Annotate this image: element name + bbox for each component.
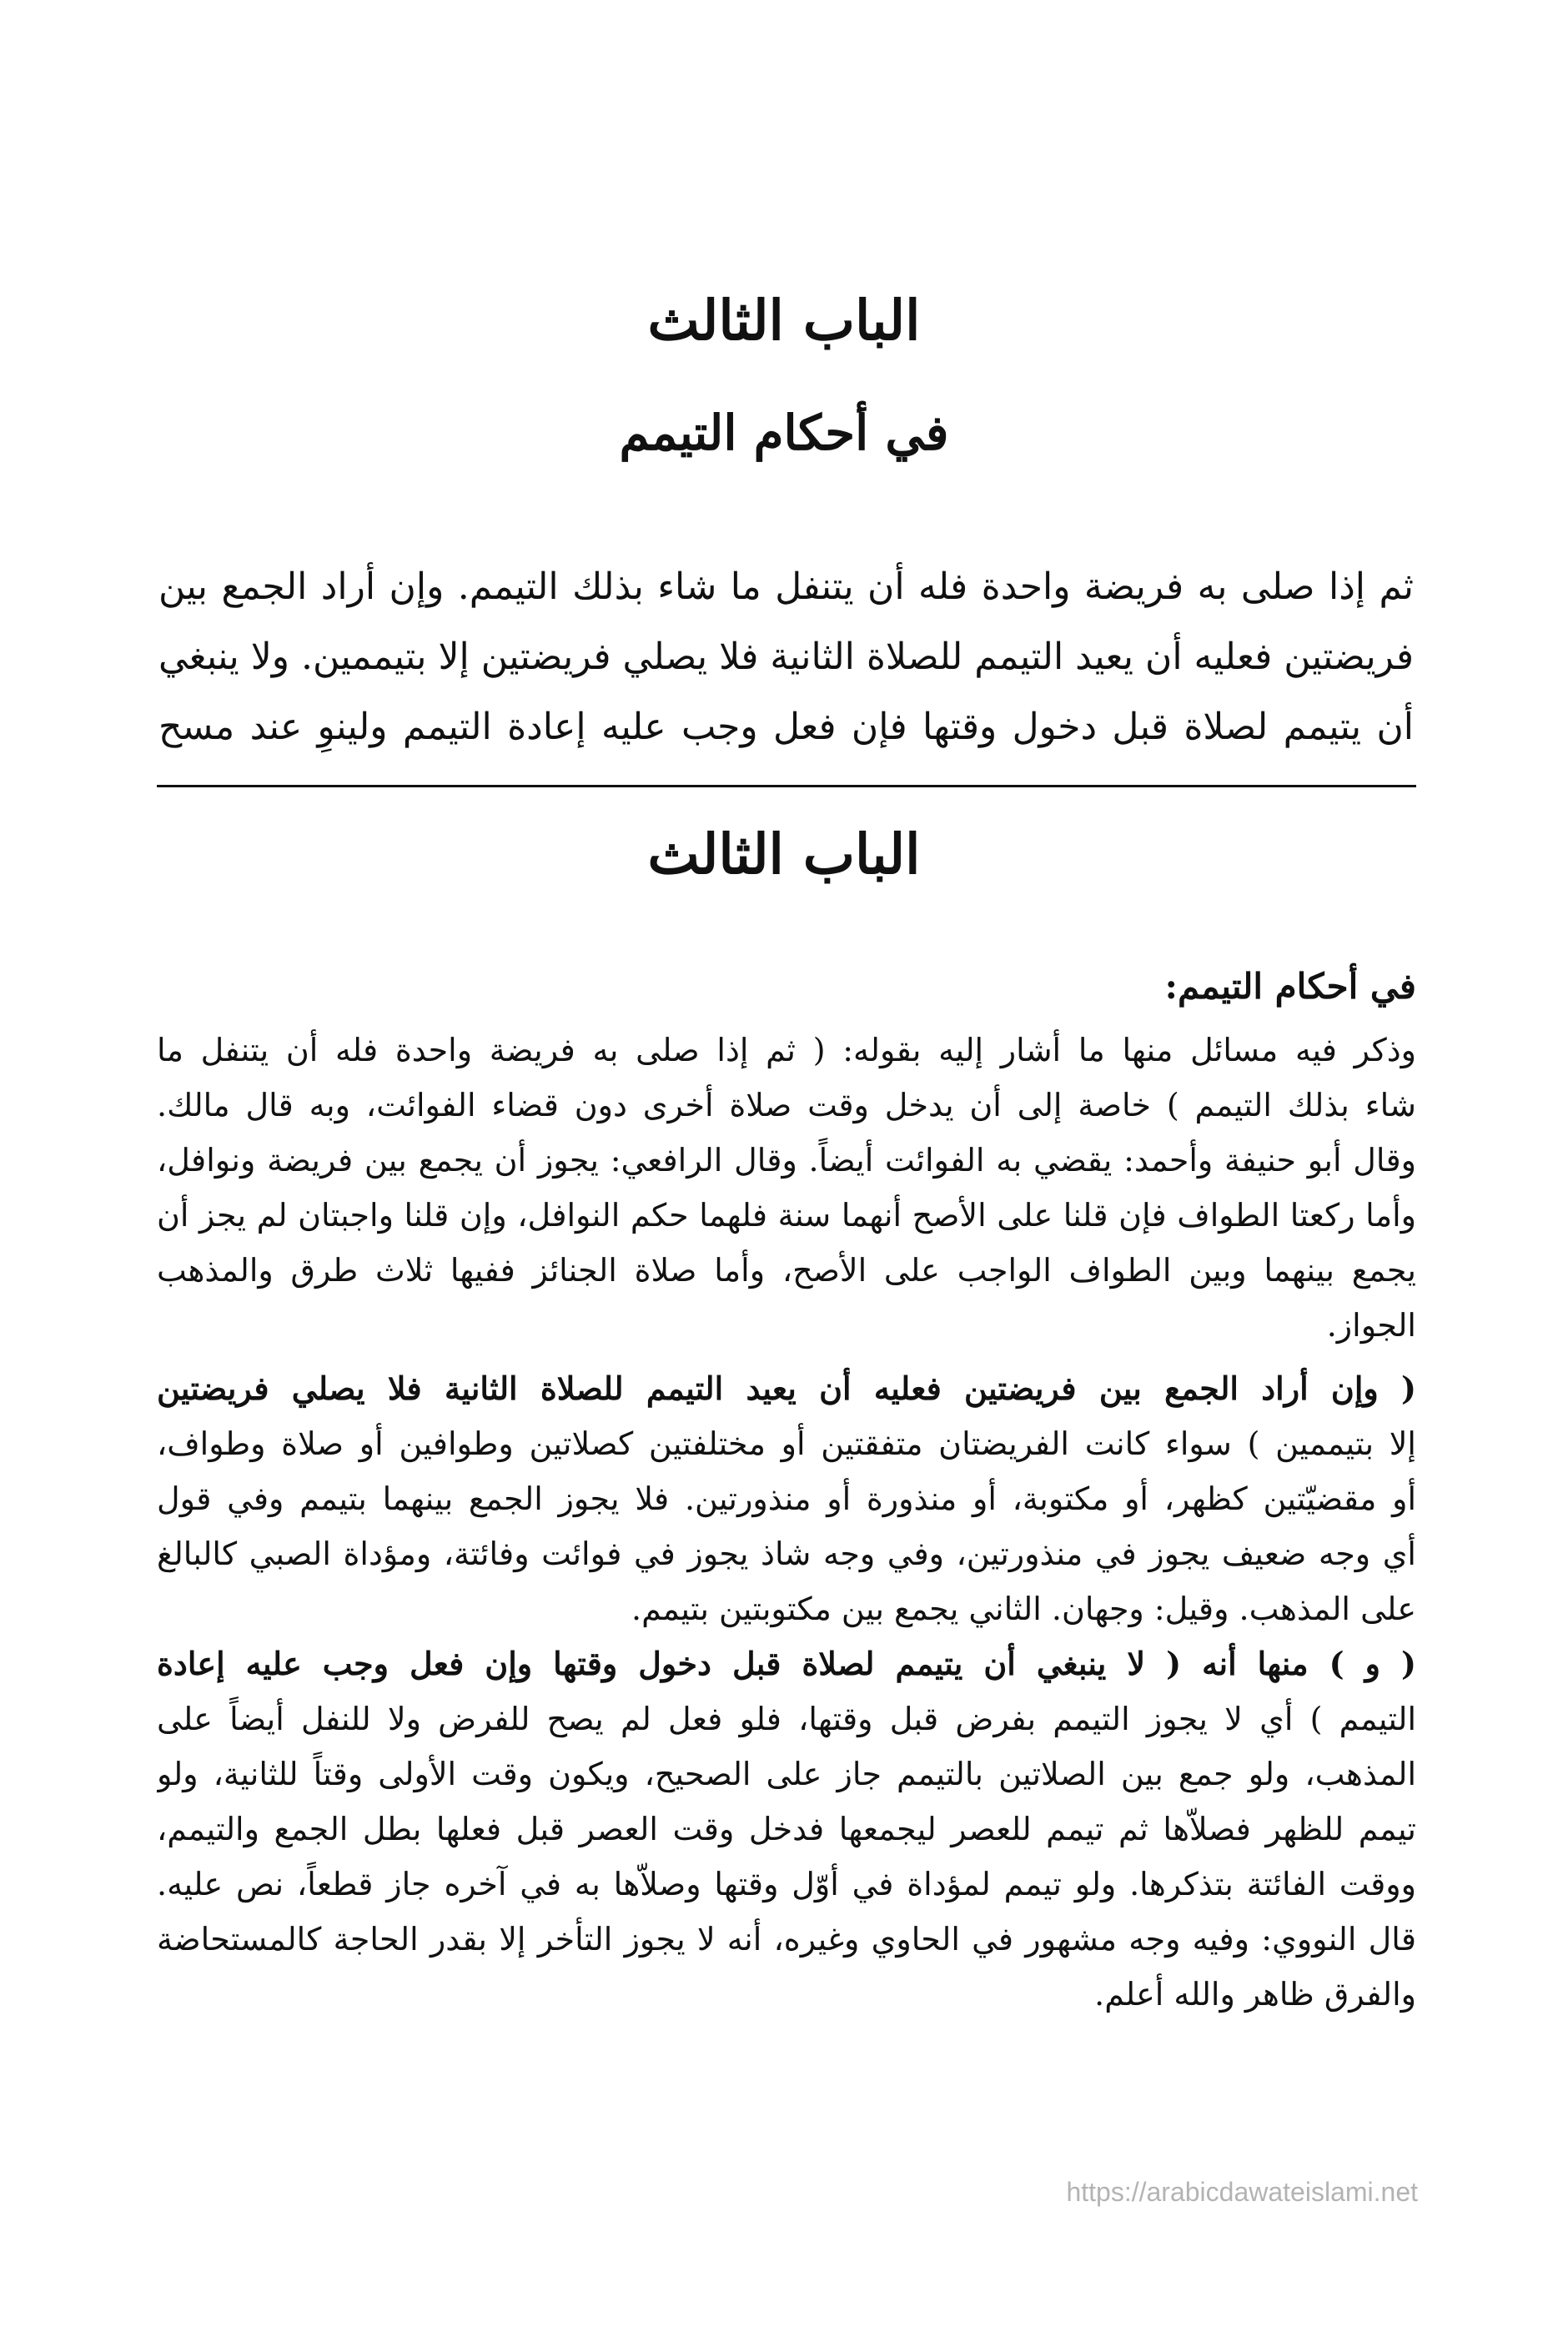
commentary-line: قال النووي: وفيه وجه مشهور في الحاوي وغيره، أنه لا يجوز التأخر إلا بقدر الحاجة كالمستحاضة (157, 1921, 1416, 1958)
commentary-line: والفرق ظاهر والله أعلم. (1094, 1976, 1416, 2013)
commentary-line: وأما ركعتا الطواف فإن قلنا على الأصح أنهما سنة فلهما حكم النوافل، وإن قلنا واجبتان لم يجز أن (157, 1197, 1416, 1234)
commentary-line: يجمع بينهما وبين الطواف الواجب على الأصح، وأما صلاة الجنائز ففيها ثلاث طرق والمذهب (157, 1252, 1416, 1289)
commentary-heading: في أحكام التيمم: (1164, 966, 1416, 1007)
section-divider (157, 785, 1416, 787)
commentary-line: ( و ) منها أنه ( لا ينبغي أن يتيمم لصلاة قبل دخول وقتها وإن فعل وجب عليه إعادة (157, 1645, 1416, 1682)
commentary-line: وقال أبو حنيفة وأحمد: يقضي به الفوائت أيضاً. وقال الرافعي: يجوز أن يجمع بين فريضة ونوافل، (157, 1142, 1416, 1179)
commentary-line: الجواز. (1326, 1307, 1416, 1344)
commentary-line: على المذهب. وقيل: وجهان. الثاني يجمع بين مكتوبتين بتيمم. (631, 1591, 1416, 1627)
commentary-paragraph (157, 1023, 1416, 1353)
commentary-line: أي وجه ضعيف يجوز في منذورتين، وفي وجه شاذ يجوز في فوائت وفائتة، ومؤداة الصبي كالبالغ (157, 1535, 1416, 1572)
matn-line: أن يتيمم لصلاة قبل دخول وقتها فإن فعل وجب عليه إعادة التيمم ولينوِ عند مسح (158, 706, 1414, 748)
commentary-line: وذكر فيه مسائل منها ما أشار إليه بقوله: ( ثم إذا صلى به فريضة واحدة فله أن يتنفل ما (157, 1032, 1416, 1068)
matn-line: فريضتين فعليه أن يعيد التيمم للصلاة الثانية فلا يصلي فريضتين إلا بتيممين. ولا ينبغي (158, 636, 1414, 678)
commentary-line: ووقت الفائتة بتذكرها. ولو تيمم لمؤداة في أوّل وقتها وصلاّها به في آخره جاز قطعاً، نص عليه. (157, 1866, 1416, 1902)
commentary-line: إلا بتيممين ) سواء كانت الفريضتان متفقتين أو مختلفتين كصلاتين وطوافين أو صلاة وطواف، (157, 1425, 1416, 1462)
commentary-line: التيمم ) أي لا يجوز التيمم بفرض قبل وقتها، فلو فعل لم يصح للفرض ولا للنفل أيضاً على (157, 1701, 1416, 1737)
matn-text-block (158, 552, 1414, 762)
commentary-line: المذهب، ولو جمع بين الصلاتين بالتيمم جاز على الصحيح، ويكون وقت الأولى وقتاً للثانية، ولو (157, 1756, 1416, 1792)
spacer (157, 1353, 1416, 1361)
commentary-line: أو مقضيّتين كظهر، أو مكتوبة، أو منذورة أو منذورتين. فلا يجوز الجمع بينهما بتيمم وفي قول (157, 1480, 1416, 1517)
commentary-line: تيمم للظهر فصلاّها ثم تيمم للعصر ليجمعها فدخل وقت العصر قبل فعلها بطل الجمع والتيمم، (157, 1811, 1416, 1847)
matn-line: ثم إذا صلى به فريضة واحدة فله أن يتنفل ما شاء بذلك التيمم. وإن أراد الجمع بين (158, 565, 1414, 608)
commentary-text-block (157, 959, 1416, 2022)
commentary-paragraph (157, 1636, 1416, 2022)
spacer (157, 1014, 1416, 1023)
commentary-paragraph (157, 1361, 1416, 1636)
commentary-title: الباب الثالث (647, 822, 921, 887)
commentary-line: شاء بذلك التيمم ) خاصة إلى أن يدخل وقت صلاة أخرى دون قضاء الفوائت، وبه قال مالك. (157, 1087, 1416, 1123)
chapter-subtitle: في أحكام التيمم (619, 405, 949, 461)
commentary-line: ( وإن أراد الجمع بين فريضتين فعليه أن يعيد التيمم للصلاة الثانية فلا يصلي فريضتين (157, 1370, 1416, 1407)
watermark-url: https://arabicdawateislami.net (1066, 2177, 1418, 2207)
chapter-title: الباب الثالث (647, 288, 921, 353)
